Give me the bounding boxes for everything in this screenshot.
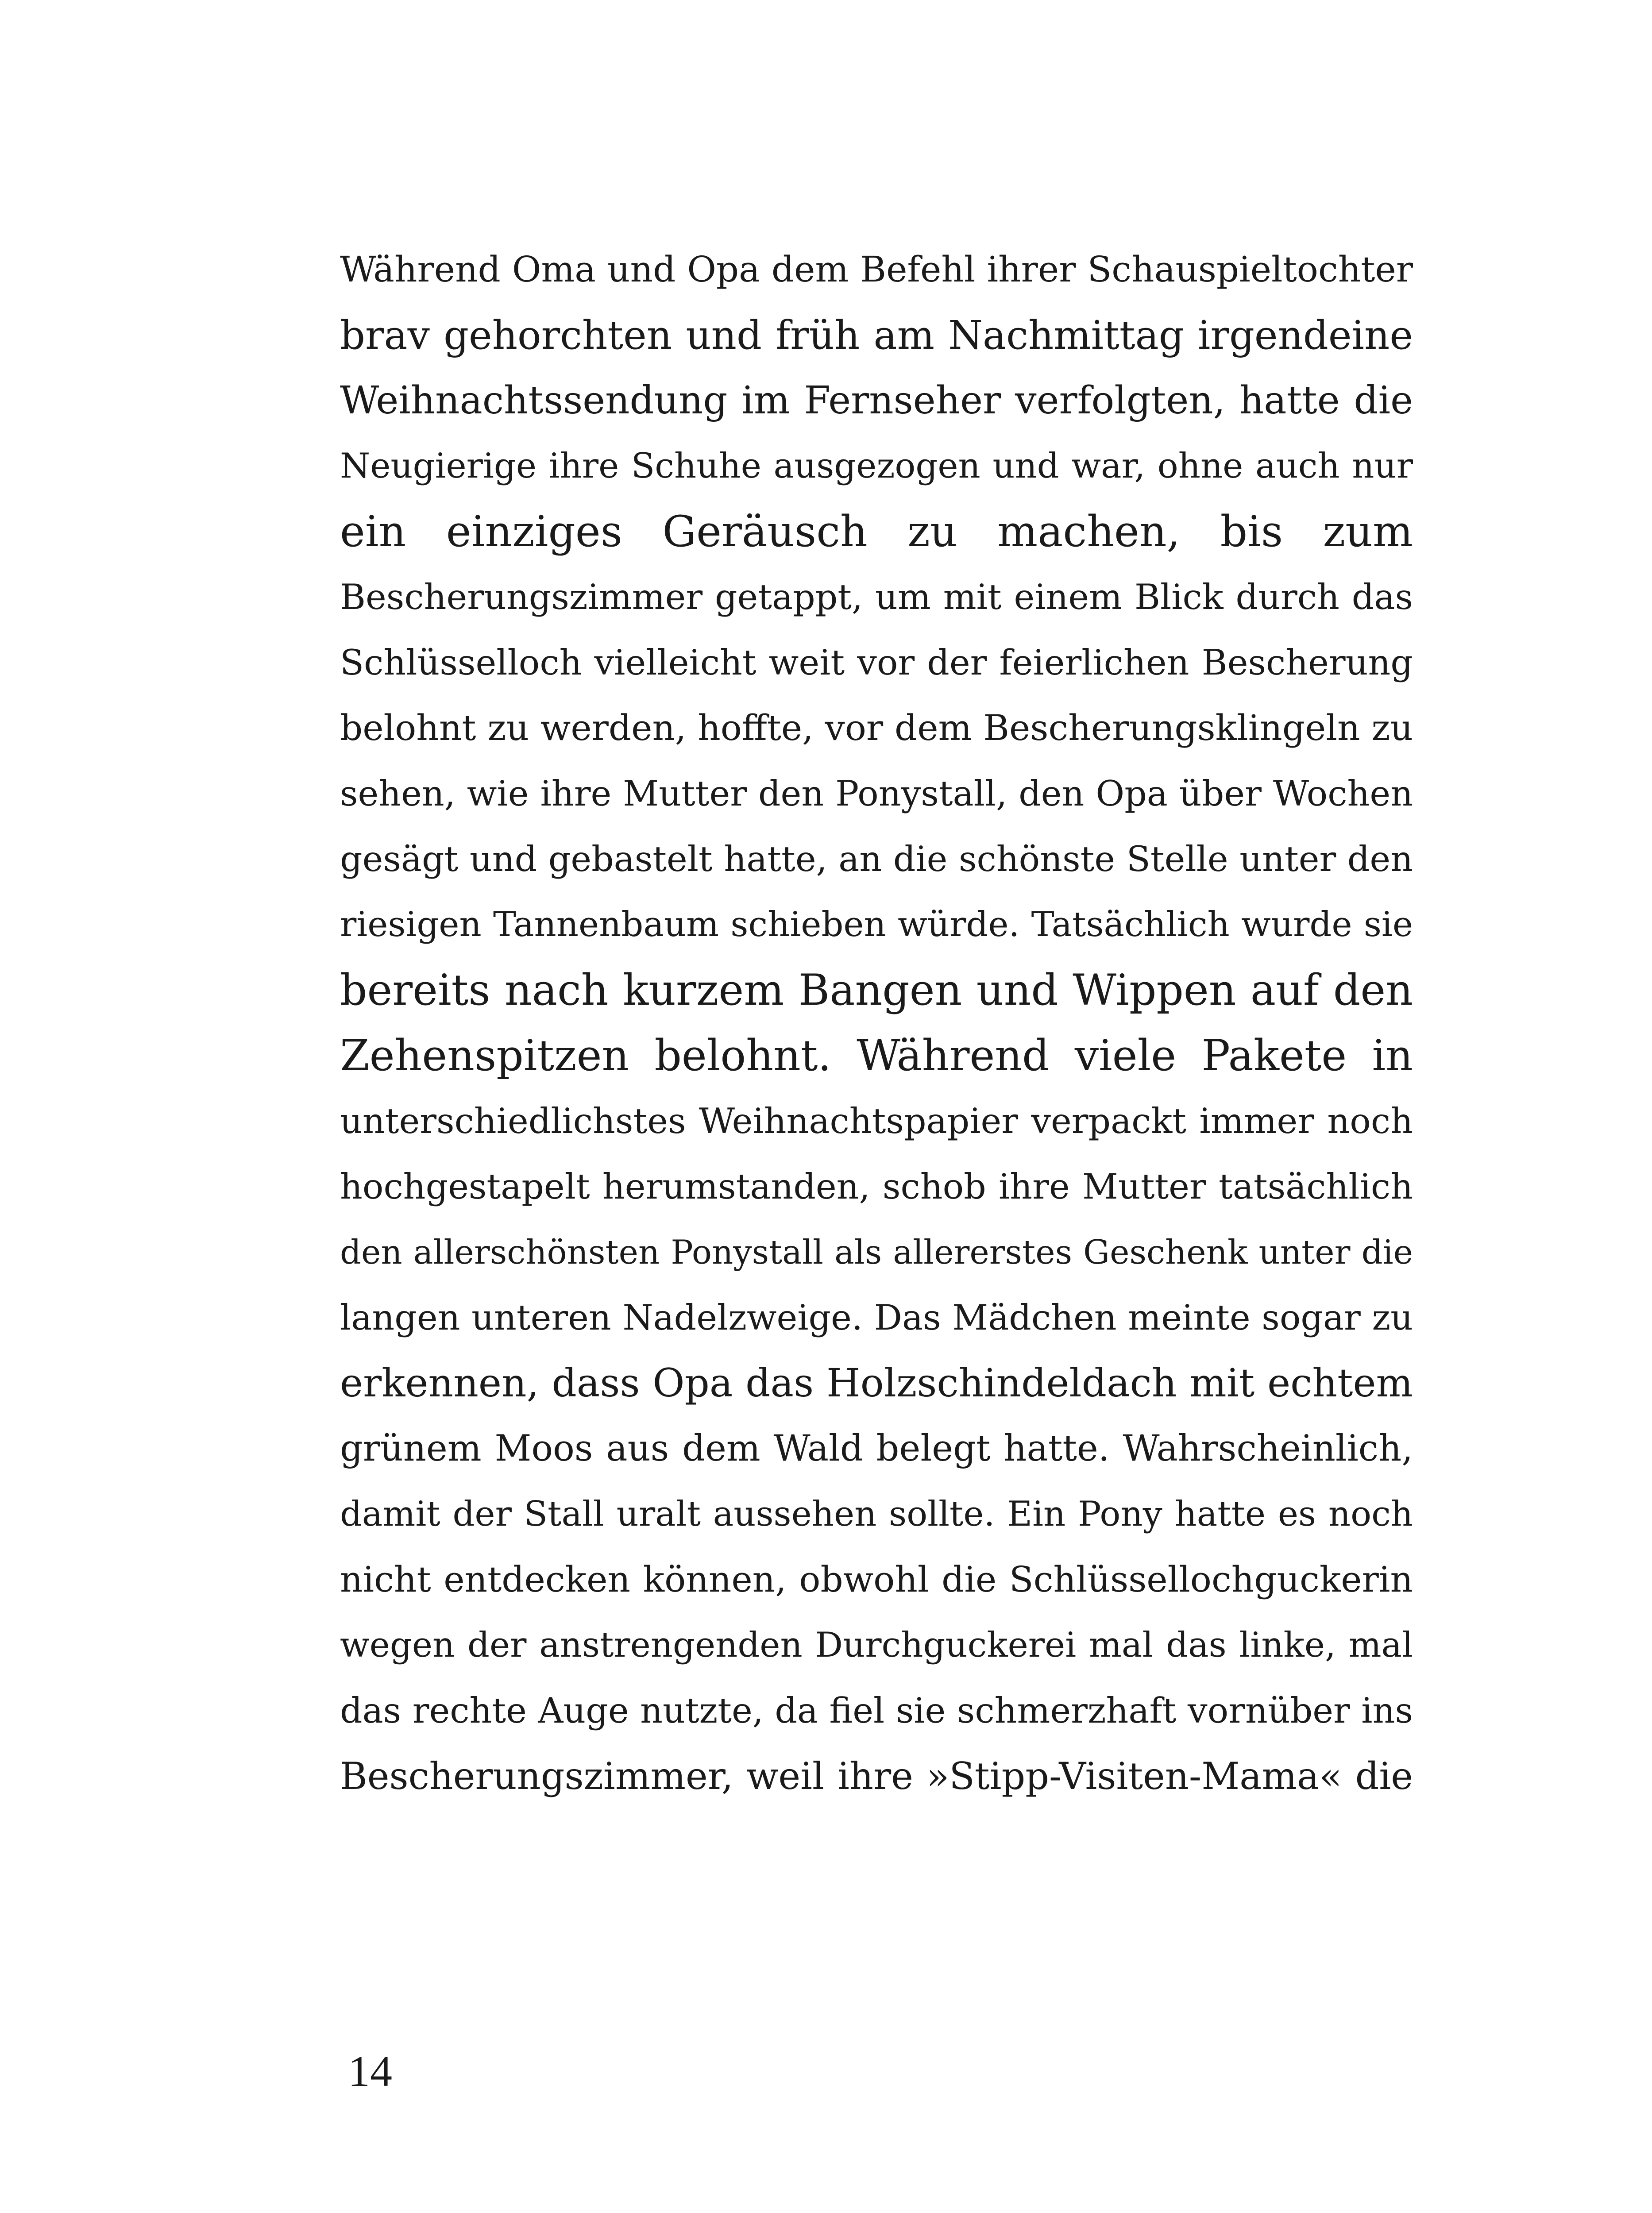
text-line: Zehenspitzen belohnt. Während viele Pakete in (340, 1031, 1413, 1080)
text-line: wegen der anstrengenden Durchguckerei mal das linke, mal (340, 1625, 1413, 1665)
page-number: 14 (348, 2047, 392, 2096)
text-line: hochgestapelt herumstanden, schob ihre Mutter tatsächlich (340, 1166, 1413, 1207)
text-line: grünem Moos aus dem Wald belegt hatte. Wahrscheinlich, (340, 1428, 1413, 1469)
text-line: Weihnachtssendung im Fernseher verfolgten, hatte die (340, 378, 1413, 423)
text-line: nicht entdecken können, obwohl die Schlüssellochguckerin (340, 1559, 1413, 1600)
text-line: belohnt zu werden, hoffte, vor dem Bescherungsklingeln zu (340, 707, 1413, 748)
text-line: das rechte Auge nutzte, da fiel sie schmerzhaft vornüber ins (340, 1690, 1413, 1731)
text-line: Bescherungszimmer getappt, um mit einem Blick durch das (340, 577, 1413, 617)
text-line: Neugierige ihre Schuhe ausgezogen und war, ohne auch nur (340, 446, 1413, 486)
text-line: riesigen Tannenbaum schieben würde. Tatsächlich wurde sie (340, 905, 1413, 945)
text-line: sehen, wie ihre Mutter den Ponystall, den Opa über Wochen (340, 773, 1413, 814)
text-line: gesägt und gebastelt hatte, an die schönste Stelle unter den (340, 839, 1413, 879)
text-line: den allerschönsten Ponystall als allererstes Geschenk unter die (340, 1233, 1413, 1272)
text-line: Bescherungszimmer, weil ihre »Stipp-Visiten-Mama« die (340, 1754, 1413, 1798)
text-line: unterschiedlichstes Weihnachtspapier verpackt immer noch (340, 1101, 1413, 1141)
text-line: Während Oma und Opa dem Befehl ihrer Schauspieltochter (340, 249, 1413, 290)
text-line: erkennen, dass Opa das Holzschindeldach mit echtem (340, 1360, 1413, 1406)
text-line: Schlüsselloch vielleicht weit vor der feierlichen Bescherung (340, 642, 1413, 683)
text-line: brav gehorchten und früh am Nachmittag irgendeine (340, 312, 1413, 358)
text-line: langen unteren Nadelzweige. Das Mädchen meinte sogar zu (340, 1297, 1413, 1338)
text-line: damit der Stall uralt aussehen sollte. Ein Pony hatte es noch (340, 1494, 1413, 1534)
text-line: ein einziges Geräusch zu machen, bis zum (340, 507, 1413, 556)
body-text (340, 237, 1413, 1809)
text-line: bereits nach kurzem Bangen und Wippen auf den (340, 965, 1413, 1015)
